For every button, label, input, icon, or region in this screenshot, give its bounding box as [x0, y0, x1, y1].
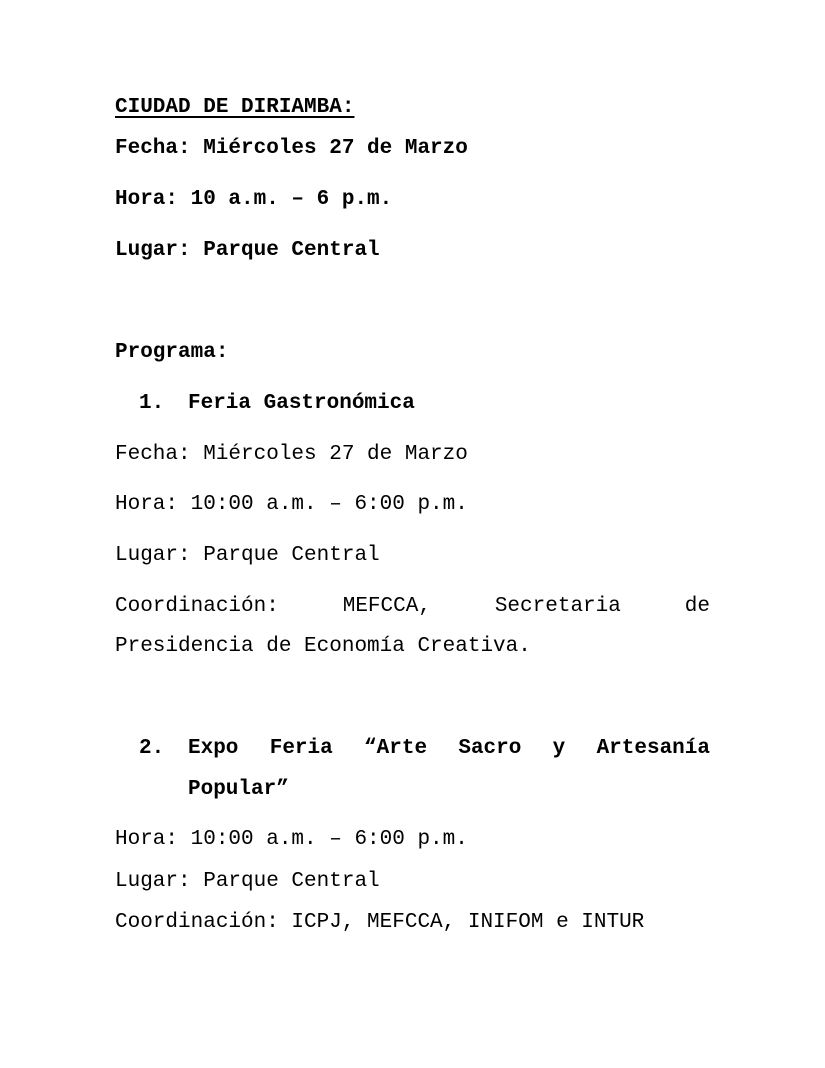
item-time: Hora: 10:00 a.m. – 6:00 p.m. — [115, 493, 468, 516]
item-date: Fecha: Miércoles 27 de Marzo — [115, 443, 468, 466]
item-coordination — [115, 594, 710, 620]
program-label: Programa: — [115, 341, 229, 364]
title-word: y — [552, 737, 566, 760]
city-heading: CIUDAD DE DIRIAMBA: — [115, 96, 355, 119]
item-title — [188, 736, 710, 762]
item-coordination: Coordinación: ICPJ, MEFCCA, INIFOM e INTUR — [115, 911, 645, 934]
event-date: Fecha: Miércoles 27 de Marzo — [115, 137, 468, 160]
item-coordination-cont: Presidencia de Economía Creativa. — [115, 635, 531, 658]
item-number: 1. — [139, 392, 165, 415]
title-word: Feria — [269, 737, 333, 760]
coordination-word: Secretaria — [494, 595, 621, 618]
item-place: Lugar: Parque Central — [115, 544, 380, 567]
title-word: “Arte — [364, 737, 428, 760]
item-time: Hora: 10:00 a.m. – 6:00 p.m. — [115, 828, 468, 851]
coordination-word: MEFCCA, — [342, 595, 431, 618]
item-number: 2. — [139, 737, 165, 760]
coordination-word: Coordinación: — [115, 595, 279, 618]
title-word: Expo — [188, 737, 239, 760]
item-title: Feria Gastronómica — [188, 392, 415, 415]
event-time: Hora: 10 a.m. – 6 p.m. — [115, 188, 393, 211]
coordination-word: de — [684, 595, 710, 618]
item-title-cont: Popular” — [188, 778, 289, 801]
event-place: Lugar: Parque Central — [115, 239, 380, 262]
title-word: Artesanía — [596, 737, 710, 760]
title-word: Sacro — [458, 737, 522, 760]
item-place: Lugar: Parque Central — [115, 870, 380, 893]
